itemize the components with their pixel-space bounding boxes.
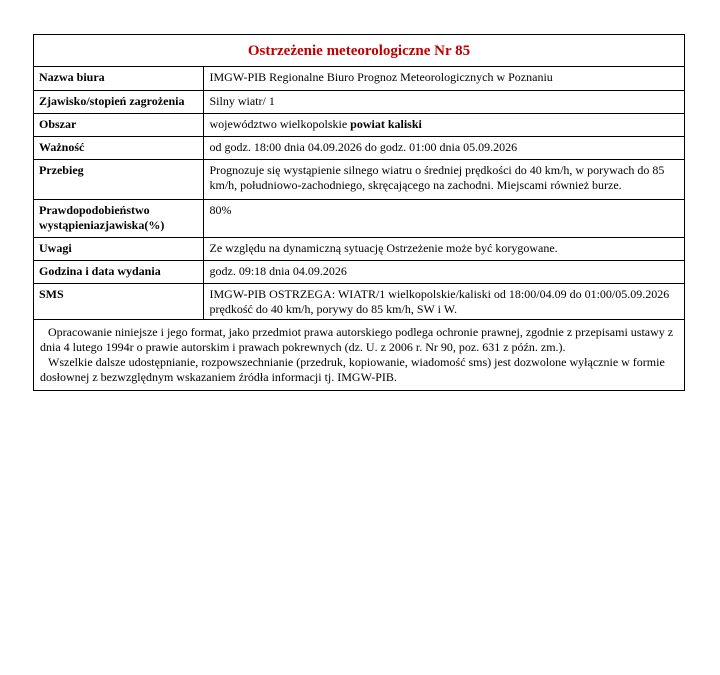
distribution-paragraph: Wszelkie dalsze udostępnianie, rozpowszechnianie (przedruk, kopiowanie, wiadomość sms) jest dozwolone wyłącznie w formie dosłownej z bezwzględnym wskazaniem źródła informacji tj. IMGW-PIB. xyxy=(40,354,665,384)
row-area xyxy=(34,113,684,136)
warning-document xyxy=(33,34,685,391)
phenomenon-value: Silny wiatr/ 1 xyxy=(203,90,684,113)
row-course xyxy=(34,159,684,199)
probability-label: Prawdopodobieństwo wystąpieniazjawiska(%) xyxy=(34,199,203,237)
course-label: Przebieg xyxy=(34,159,203,199)
issued-value: godz. 09:18 dnia 04.09.2026 xyxy=(203,260,684,283)
row-issued xyxy=(34,260,684,283)
area-value xyxy=(203,113,684,136)
copyright-notice xyxy=(34,320,684,391)
sms-value: IMGW-PIB OSTRZEGA: WIATR/1 wielkopolskie/kaliski od 18:00/04.09 do 01:00/05.09.2026 prędkość do 40 km/h, porywy do 85 km/h, SW i W. xyxy=(203,283,684,319)
issued-label: Godzina i data wydania xyxy=(34,260,203,283)
probability-value: 80% xyxy=(203,199,684,237)
row-phenomenon xyxy=(34,90,684,113)
warning-table xyxy=(34,67,684,320)
office-value: IMGW-PIB Regionalne Biuro Prognoz Meteorologicznych w Poznaniu xyxy=(203,67,684,90)
row-probability xyxy=(34,199,684,237)
area-region: województwo wielkopolskie xyxy=(209,116,351,131)
sms-label: SMS xyxy=(34,283,203,319)
phenomenon-label: Zjawisko/stopień zagrożenia xyxy=(34,90,203,113)
validity-value: od godz. 18:00 dnia 04.09.2026 do godz. 01:00 dnia 05.09.2026 xyxy=(203,136,684,159)
copyright-paragraph: Opracowanie niniejsze i jego format, jako przedmiot prawa autorskiego podlega ochronie prawnej, zgodnie z przepisami ustawy z dnia 4 lutego 1994r o prawie autorskim i prawach pokrewnych (dz. U. z 2006 r. Nr 90, poz. 631 z późn. zm.). xyxy=(40,324,674,354)
course-value: Prognozuje się wystąpienie silnego wiatru o średniej prędkości do 40 km/h, w porywach do 85 km/h, południowo-zachodniego, skręcającego na zachodni. Miejscami również burze. xyxy=(203,159,684,199)
office-label: Nazwa biura xyxy=(34,67,203,90)
remarks-value: Ze względu na dynamiczną sytuację Ostrzeżenie może być korygowane. xyxy=(203,237,684,260)
area-label: Obszar xyxy=(34,113,203,136)
row-office xyxy=(34,67,684,90)
row-sms xyxy=(34,283,684,319)
row-remarks xyxy=(34,237,684,260)
row-validity xyxy=(34,136,684,159)
remarks-label: Uwagi xyxy=(34,237,203,260)
validity-label: Ważność xyxy=(34,136,203,159)
area-county: powiat kaliski xyxy=(350,116,422,131)
title-row xyxy=(34,35,684,67)
warning-title: Ostrzeżenie meteorologiczne Nr 85 xyxy=(247,43,471,59)
